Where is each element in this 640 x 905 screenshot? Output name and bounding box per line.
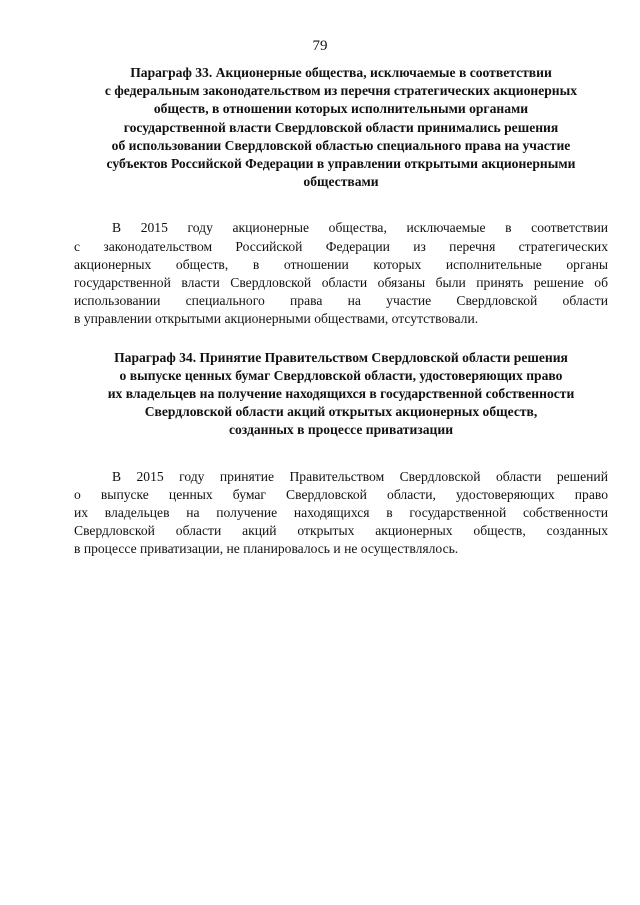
heading-line: Параграф 34. Принятие Правительством Свердловской области решения bbox=[114, 349, 568, 365]
heading-line: с федеральным законодательством из перечня стратегических акционерных bbox=[104, 83, 578, 99]
section-33-heading bbox=[74, 64, 608, 191]
document-content bbox=[74, 64, 608, 559]
heading-line: обществами bbox=[303, 174, 379, 190]
heading-line: об использовании Свердловской областью специального права на участие bbox=[111, 137, 571, 153]
section-34-heading bbox=[74, 349, 608, 440]
heading-line: Параграф 33. Акционерные общества, исключаемые в соответствии bbox=[130, 65, 552, 80]
page-number: 79 bbox=[312, 38, 328, 54]
body-line: о выпуске ценных бумаг Свердловской области, удостоверяющих право bbox=[74, 486, 608, 502]
heading-line: Свердловской области акций открытых акционерных обществ, bbox=[144, 404, 538, 420]
body-line: их владельцев на получение находящихся в государственной собственности bbox=[74, 505, 608, 521]
body-line: в процессе приватизации, не планировалось и не осуществлялось. bbox=[74, 541, 459, 557]
body-line: Свердловской области акций открытых акционерных обществ, созданных bbox=[74, 523, 608, 539]
body-line: использовании специального права на участие Свердловской области bbox=[74, 293, 608, 309]
heading-line: государственной власти Свердловской области принимались решения bbox=[123, 119, 559, 135]
body-line: с законодательством Российской Федерации из перечня стратегических bbox=[74, 238, 608, 254]
heading-line: о выпуске ценных бумаг Свердловской области, удостоверяющих право bbox=[119, 367, 563, 383]
heading-line: субъектов Российской Федерации в управлении открытыми акционерными bbox=[106, 156, 576, 172]
heading-line: их владельцев на получение находящихся в государственной собственности bbox=[107, 386, 575, 402]
body-line: акционерных обществ, в отношении которых исполнительные органы bbox=[74, 256, 608, 272]
heading-line: созданных в процессе приватизации bbox=[228, 422, 454, 438]
body-line: в управлении открытыми акционерными обществами, отсутствовали. bbox=[74, 311, 479, 327]
section-33-body bbox=[74, 219, 608, 328]
body-line: В 2015 году принятие Правительством Свердловской области решений bbox=[112, 468, 608, 484]
body-line: государственной власти Свердловской области обязаны были принять решение об bbox=[74, 275, 608, 291]
section-34-body bbox=[74, 468, 608, 559]
body-line: В 2015 году акционерные общества, исключаемые в соответствии bbox=[112, 220, 608, 236]
heading-line: обществ, в отношении которых исполнительными органами bbox=[153, 101, 529, 117]
